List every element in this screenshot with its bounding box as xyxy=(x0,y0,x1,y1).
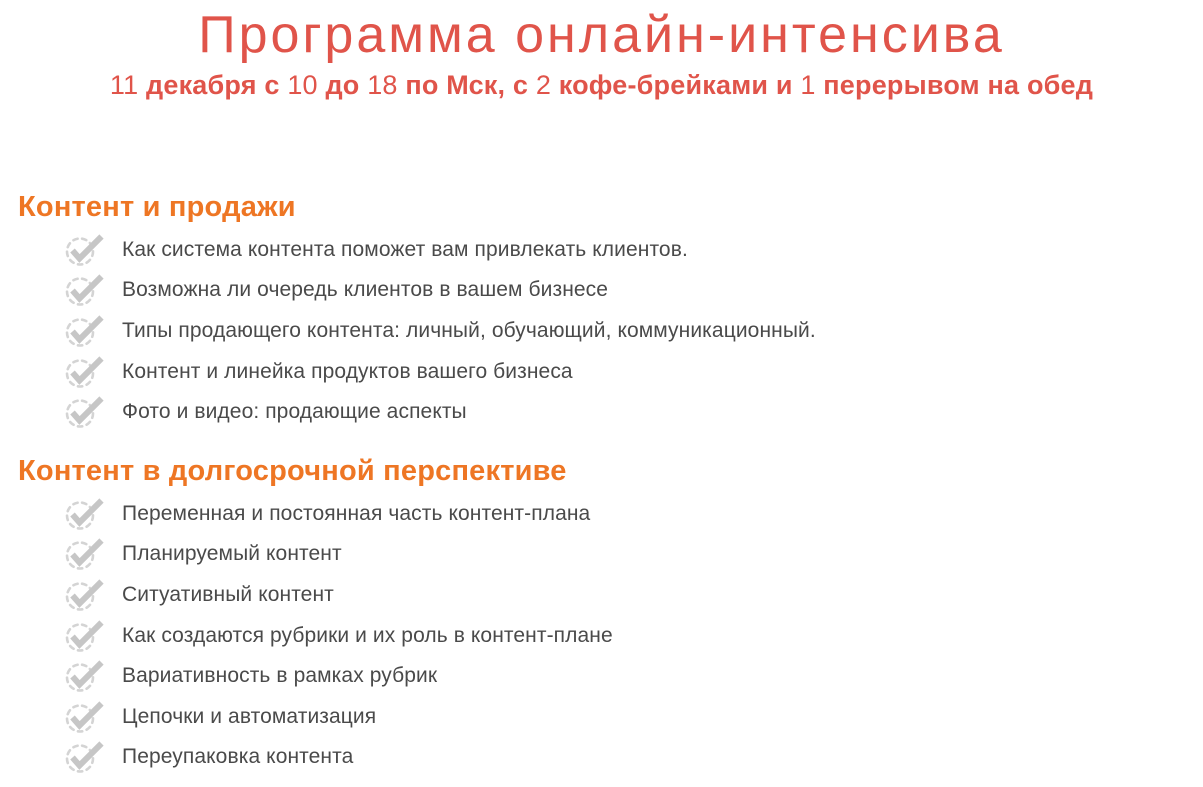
list-item xyxy=(18,696,1203,737)
subtitle-segment: перерывом на обед xyxy=(815,69,1094,100)
list-item-text: Как создаются рубрики и их роль в контент-плане xyxy=(122,623,613,647)
list-item-text: Типы продающего контента: личный, обучающий, коммуникационный. xyxy=(122,319,816,343)
list-item-text: Как система контента поможет вам привлекать клиентов. xyxy=(122,237,688,261)
program-section xyxy=(18,455,1203,778)
subtitle-segment: 18 xyxy=(367,69,398,100)
list-item-text: Переменная и постоянная часть контент-плана xyxy=(122,501,591,525)
check-circle-dashed-icon xyxy=(65,395,105,429)
page-title: Программа онлайн-интенсива xyxy=(198,6,1005,64)
list-item xyxy=(18,392,1203,433)
list-item xyxy=(18,737,1203,778)
check-circle-dashed-icon xyxy=(65,537,105,571)
subtitle-segment: по Мск, с xyxy=(397,69,536,100)
page-subtitle xyxy=(0,69,1203,103)
list-item-text: Вариативность в рамках рубрик xyxy=(122,664,438,688)
program-sections xyxy=(0,191,1203,778)
list-item xyxy=(18,270,1203,311)
subtitle-segment: 11 xyxy=(109,69,139,100)
subtitle-segment: до xyxy=(317,69,368,100)
section-title: Контент и продажи xyxy=(18,190,296,223)
subtitle-segment: декабря с xyxy=(138,69,288,100)
check-circle-dashed-icon xyxy=(65,497,105,531)
check-circle-dashed-icon xyxy=(65,619,105,653)
list-item-text: Фото и видео: продающие аспекты xyxy=(122,400,467,424)
list-item xyxy=(18,656,1203,697)
list-item xyxy=(18,575,1203,616)
list-item-text: Контент и линейка продуктов вашего бизнеса xyxy=(122,359,573,383)
list-item xyxy=(18,230,1203,271)
subtitle-segment: кофе-брейками и xyxy=(551,69,801,100)
program-section xyxy=(18,191,1203,433)
list-item-text: Цепочки и автоматизация xyxy=(122,704,377,728)
subtitle-segment: 10 xyxy=(287,69,318,100)
section-title: Контент в долгосрочной перспективе xyxy=(18,454,567,487)
check-circle-dashed-icon xyxy=(65,233,105,267)
check-circle-dashed-icon xyxy=(65,740,105,774)
section-items xyxy=(18,230,1203,433)
list-item xyxy=(18,311,1203,352)
list-item-text: Ситуативный контент xyxy=(122,583,334,606)
section-items xyxy=(18,494,1203,778)
check-circle-dashed-icon xyxy=(65,314,105,348)
check-circle-dashed-icon xyxy=(65,578,105,612)
check-circle-dashed-icon xyxy=(65,355,105,389)
subtitle-segment: 1 xyxy=(800,69,816,100)
list-item-text: Планируемый контент xyxy=(122,542,342,566)
list-item xyxy=(18,351,1203,392)
subtitle-segment: 2 xyxy=(535,69,552,100)
list-item-text: Переупаковка контента xyxy=(122,745,354,769)
list-item xyxy=(18,534,1203,575)
list-item-text: Возможна ли очередь клиентов в вашем бизнесе xyxy=(122,278,609,302)
check-circle-dashed-icon xyxy=(65,273,105,307)
list-item xyxy=(18,615,1203,656)
header xyxy=(0,0,1203,103)
check-circle-dashed-icon xyxy=(65,700,105,734)
check-circle-dashed-icon xyxy=(65,659,105,693)
list-item xyxy=(18,494,1203,535)
